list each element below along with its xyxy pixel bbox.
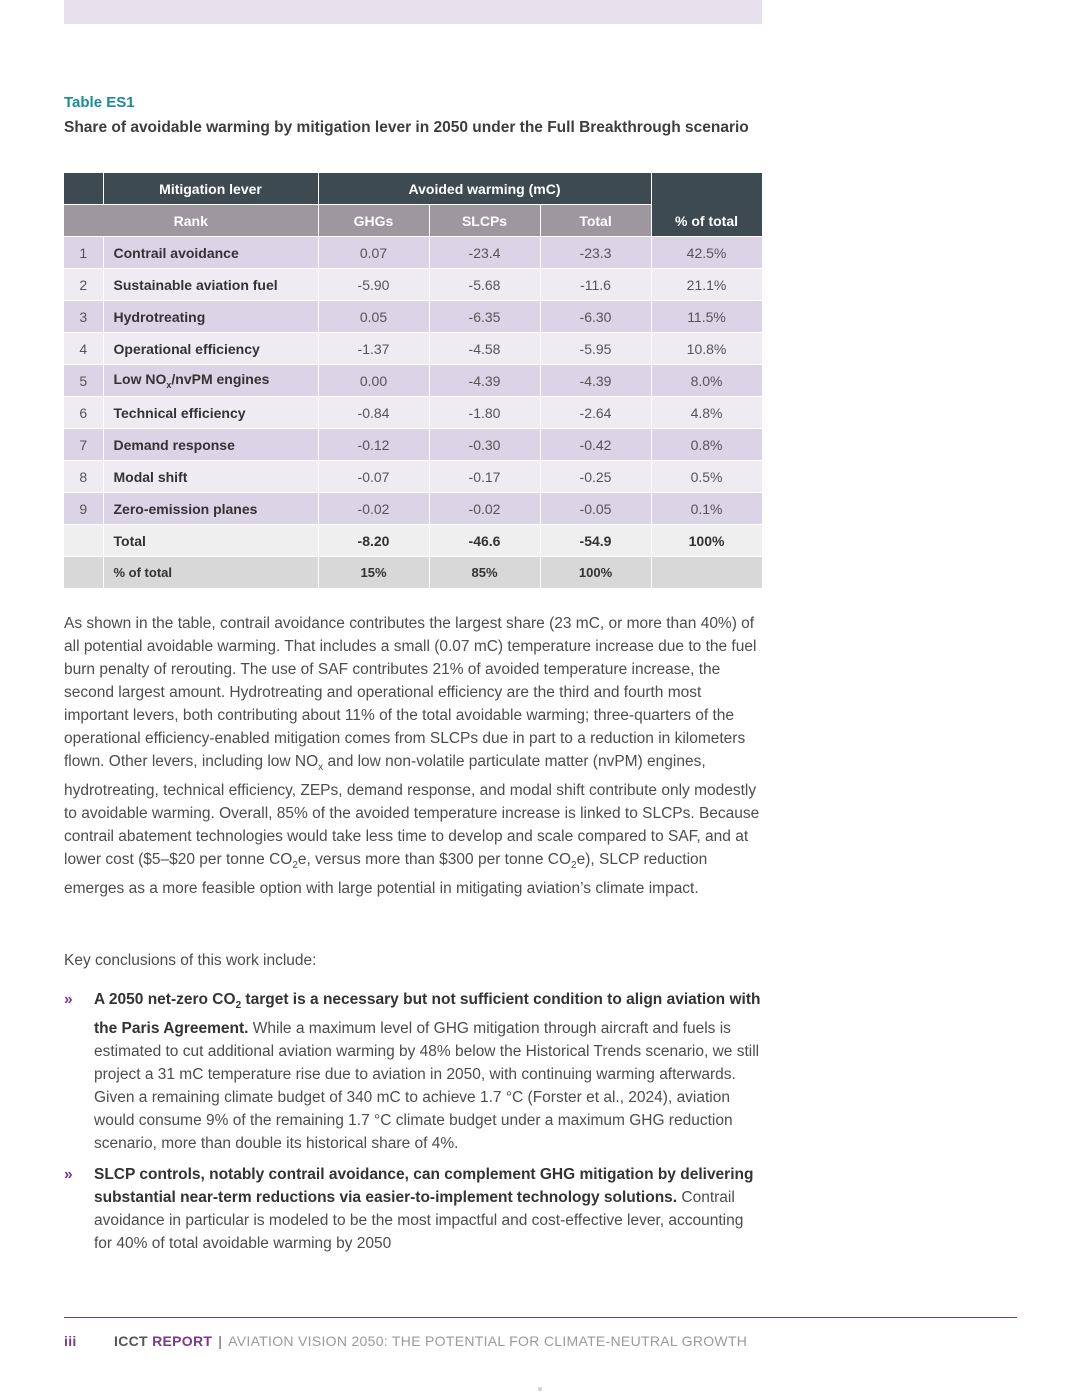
footer-org: ICCT — [114, 1333, 148, 1349]
ghgs-cell: -0.84 — [318, 397, 429, 429]
lever-cell: Demand response — [103, 429, 318, 461]
header-mitigation-lever: Mitigation lever — [103, 173, 318, 205]
rank-cell: 6 — [64, 397, 103, 429]
total-cell: 100% — [540, 557, 651, 589]
slcps-cell: -4.39 — [429, 365, 540, 397]
total-cell: -23.3 — [540, 237, 651, 269]
slcps-cell: -0.02 — [429, 493, 540, 525]
ghgs-cell: -0.12 — [318, 429, 429, 461]
body-paragraph-2: Key conclusions of this work include: — [64, 952, 317, 969]
total-cell: -0.05 — [540, 493, 651, 525]
rank-cell: 9 — [64, 493, 103, 525]
header-blank-cell — [64, 173, 103, 205]
page-number: iii — [64, 1333, 77, 1349]
para1-text-b: and low non-volatile particulate matter (nvPM) engines, hydrotreating, technical efficiency, ZEPs, demand response, and modal shift contribute only modestly to avoidable warming. Overall, 85% of the avoided temperature increase is linked to SLCPs. Because contrail abatement technologies would take less time to develop and scale compared to SAF, and at lower cost ($5–$20 per tonne CO — [64, 753, 760, 869]
header-pct-of-total: % of total — [651, 173, 762, 237]
bullet-subscript: 2 — [235, 1000, 242, 1012]
ghgs-cell: -8.20 — [318, 525, 429, 557]
bullet-bold-a: A 2050 net-zero CO — [94, 991, 236, 1008]
table-row — [64, 365, 762, 397]
conclusions-list — [64, 988, 764, 1263]
table-row — [64, 301, 762, 333]
rank-cell: 7 — [64, 429, 103, 461]
para1-subscript-2b: 2 — [571, 860, 577, 872]
header-avoided-warming: Avoided warming (mC) — [318, 173, 651, 205]
lever-cell: Contrail avoidance — [103, 237, 318, 269]
rank-cell: 8 — [64, 461, 103, 493]
total-cell: -11.6 — [540, 269, 651, 301]
blank-cell — [64, 525, 103, 557]
footer-separator: | — [218, 1333, 223, 1349]
ghgs-cell: -5.90 — [318, 269, 429, 301]
para1-text-a: As shown in the table, contrail avoidance contributes the largest share (23 mC, or more than 40%) of all potential avoidable warming. That includes a small (0.07 mC) temperature increase due to the fuel burn penalty of rerouting. The use of SAF contributes 21% of avoided temperature increase, the second largest amount. Hydrotreating and operational efficiency are the third and fourth most important levers, both contributing about 11% of the total avoidable warming; three-quarters of the operational efficiency-enabled mitigation comes from SLCPs due in part to a reduction in kilometers flown. Other levers, including low NO — [64, 615, 757, 770]
lever-text-post: /nvPM engines — [171, 371, 270, 388]
ghgs-cell: 15% — [318, 557, 429, 589]
slcps-cell: -6.35 — [429, 301, 540, 333]
bullet-text: While a maximum level of GHG mitigation through aircraft and fuels is estimated to cut additional aviation warming by 48% below the Historical Trends scenario, we still project a 31 mC temperature rise due to aviation in 2050, with continuing warming afterwards. Given a remaining climate budget of 340 mC to achieve 1.7 °C (Forster et al., 2024), aviation would consume 9% of the remaining 1.7 °C climate budget under a maximum GHG reduction scenario, more than double its historical share of 4%. — [94, 1020, 760, 1153]
mitigation-lever-table — [64, 173, 763, 589]
page-footer — [64, 1333, 747, 1349]
table-row — [64, 333, 762, 365]
slcps-cell: -5.68 — [429, 269, 540, 301]
pct-of-total-row — [64, 557, 762, 589]
slcps-cell: -46.6 — [429, 525, 540, 557]
slcps-cell: 85% — [429, 557, 540, 589]
lever-text-pre: Low NO — [113, 371, 167, 388]
table-row — [64, 429, 762, 461]
table-caption: Share of avoidable warming by mitigation lever in 2050 under the Full Breakthrough scenario — [64, 119, 749, 136]
footer-title: AVIATION VISION 2050: THE POTENTIAL FOR CLIMATE-NEUTRAL GROWTH — [228, 1333, 748, 1349]
para1-text-c: e, versus more than $300 per tonne CO — [297, 851, 572, 869]
total-cell: -0.25 — [540, 461, 651, 493]
total-cell: -5.95 — [540, 333, 651, 365]
slcps-cell: -0.30 — [429, 429, 540, 461]
lever-cell: Hydrotreating — [103, 301, 318, 333]
blank-cell — [651, 557, 762, 589]
total-row — [64, 525, 762, 557]
total-label: Total — [103, 525, 318, 557]
pct-cell: 4.8% — [651, 397, 762, 429]
header-total: Total — [540, 205, 651, 237]
pct-cell: 8.0% — [651, 365, 762, 397]
lever-cell: Sustainable aviation fuel — [103, 269, 318, 301]
para1-subscript-x: x — [318, 762, 324, 774]
footer-divider — [64, 1317, 1017, 1318]
bullet-bold-b: target is a necessary but not sufficient condition to align aviation with the Paris Agreement. — [94, 991, 761, 1038]
ghgs-cell: -1.37 — [318, 333, 429, 365]
rank-cell: 2 — [64, 269, 103, 301]
para1-text-d: e), SLCP reduction emerges as a more feasible option with large potential in mitigating aviation’s climate impact. — [64, 851, 708, 898]
bullet-marker: » — [64, 991, 73, 1008]
total-cell: -2.64 — [540, 397, 651, 429]
slcps-cell: -23.4 — [429, 237, 540, 269]
table-row — [64, 461, 762, 493]
pct-cell: 100% — [651, 525, 762, 557]
pct-cell: 42.5% — [651, 237, 762, 269]
rank-cell: 4 — [64, 333, 103, 365]
table-row — [64, 269, 762, 301]
ghgs-cell: 0.00 — [318, 365, 429, 397]
rank-cell: 5 — [64, 365, 103, 397]
pct-cell: 0.8% — [651, 429, 762, 461]
table-row — [64, 397, 762, 429]
pct-cell: 21.1% — [651, 269, 762, 301]
list-item — [64, 1163, 764, 1255]
pct-of-total-label: % of total — [103, 557, 318, 589]
body-paragraph-1 — [64, 612, 764, 900]
rank-cell: 1 — [64, 237, 103, 269]
header-rank: Rank — [64, 205, 318, 237]
total-cell: -54.9 — [540, 525, 651, 557]
ghgs-cell: 0.07 — [318, 237, 429, 269]
blank-cell — [64, 557, 103, 589]
footer-report: REPORT — [152, 1333, 213, 1349]
lever-cell: Operational efficiency — [103, 333, 318, 365]
bullet-marker: » — [64, 1166, 73, 1184]
lever-subscript: x — [166, 379, 172, 390]
lever-cell — [103, 365, 318, 397]
top-shaded-band — [64, 0, 762, 24]
lever-cell: Technical efficiency — [103, 397, 318, 429]
total-cell: -0.42 — [540, 429, 651, 461]
header-ghgs: GHGs — [318, 205, 429, 237]
lever-cell: Modal shift — [103, 461, 318, 493]
ghgs-cell: -0.07 — [318, 461, 429, 493]
lever-cell: Zero-emission planes — [103, 493, 318, 525]
list-item — [64, 988, 764, 1155]
rank-cell: 3 — [64, 301, 103, 333]
pct-cell: 11.5% — [651, 301, 762, 333]
table-row — [64, 493, 762, 525]
total-cell: -4.39 — [540, 365, 651, 397]
para1-subscript-2a: 2 — [292, 860, 298, 872]
ghgs-cell: 0.05 — [318, 301, 429, 333]
slcps-cell: -1.80 — [429, 397, 540, 429]
bullet-bold-text: SLCP controls, notably contrail avoidance, can complement GHG mitigation by delivering substantial near-term reductions via easier-to-implement technology solutions. — [94, 1166, 754, 1207]
page-dot — [538, 1387, 542, 1391]
slcps-cell: -4.58 — [429, 333, 540, 365]
pct-cell: 0.1% — [651, 493, 762, 525]
pct-cell: 0.5% — [651, 461, 762, 493]
table-row — [64, 237, 762, 269]
total-cell: -6.30 — [540, 301, 651, 333]
header-slcps: SLCPs — [429, 205, 540, 237]
slcps-cell: -0.17 — [429, 461, 540, 493]
table-label: Table ES1 — [64, 94, 135, 111]
bullet-text: Contrail avoidance in particular is modeled to be the most impactful and cost-effective lever, accounting for 40% of total avoidable warming by 2050 — [94, 1189, 744, 1253]
ghgs-cell: -0.02 — [318, 493, 429, 525]
pct-cell: 10.8% — [651, 333, 762, 365]
